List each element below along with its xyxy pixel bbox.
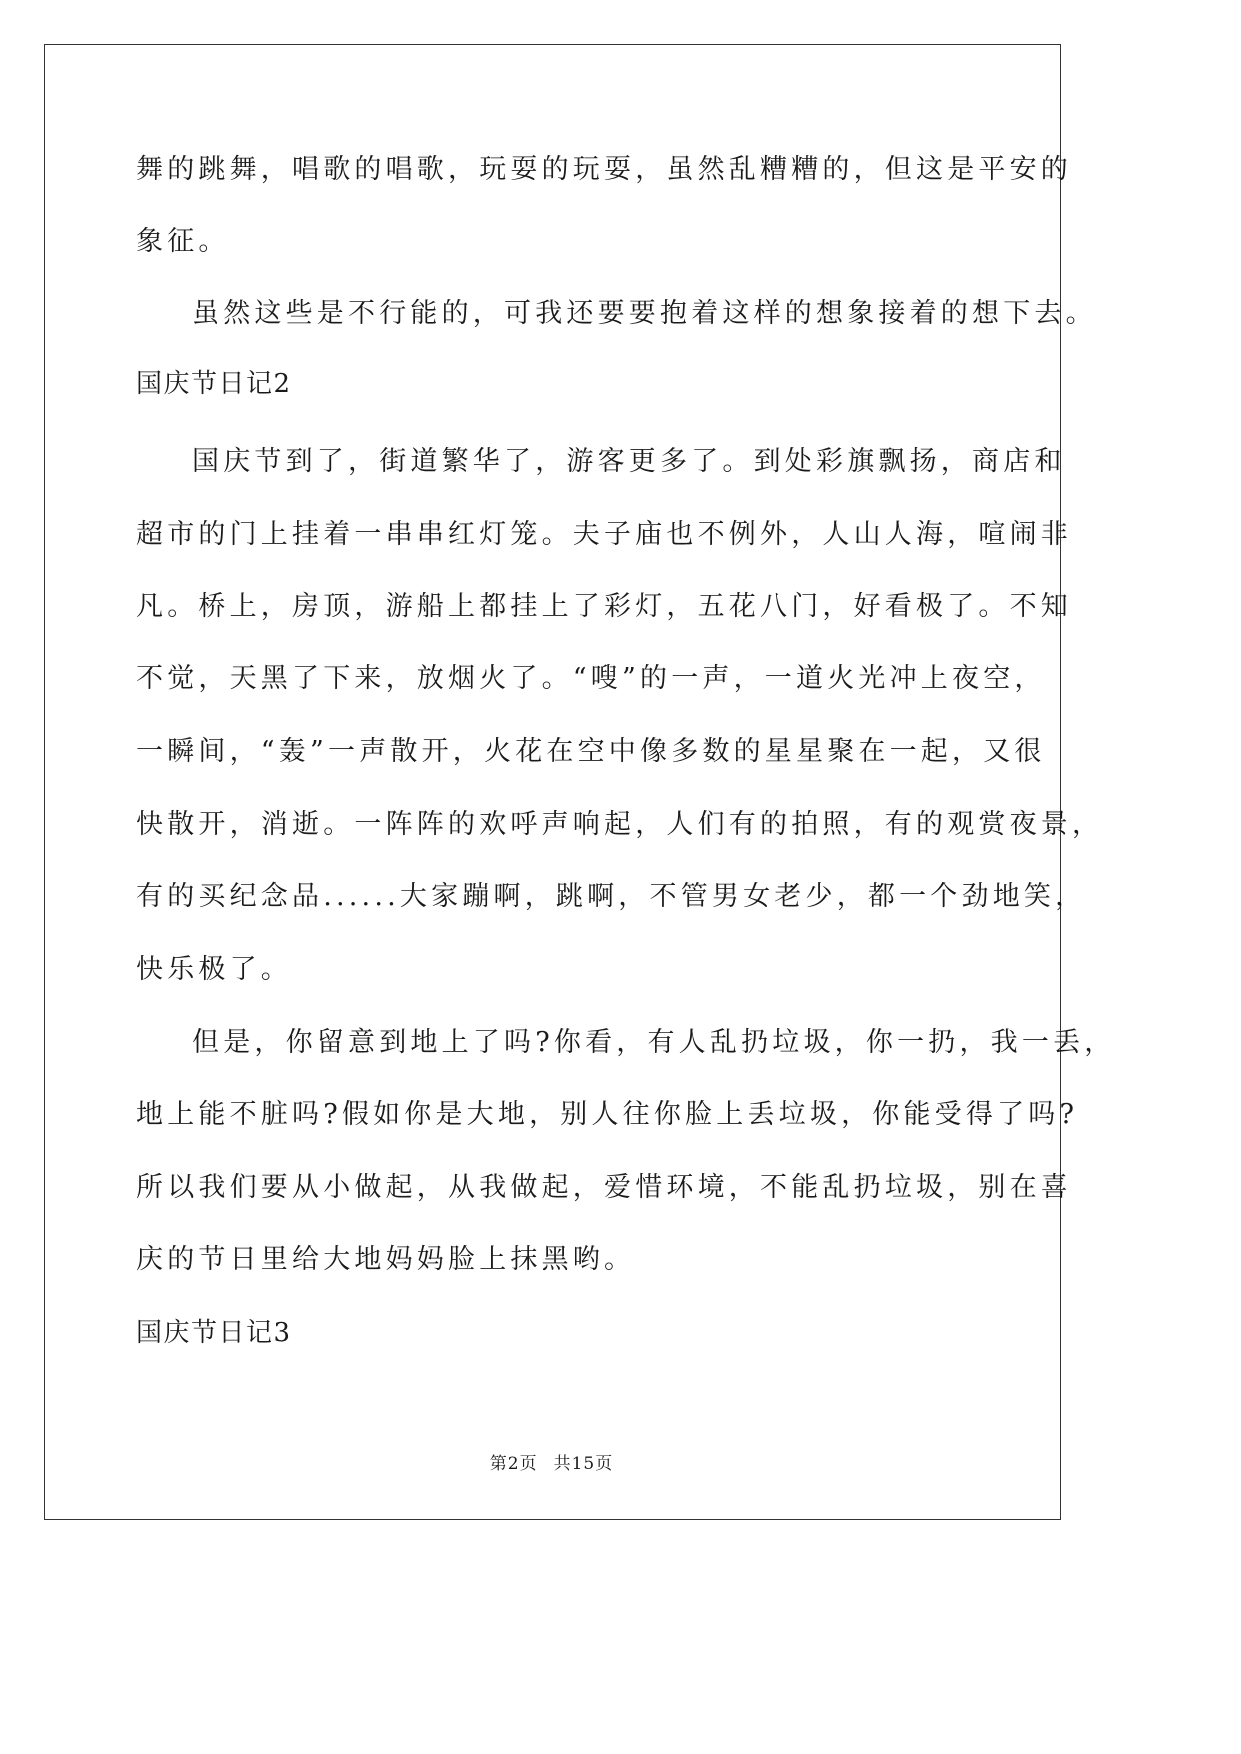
- text-line: 庆的节日里给大地妈妈脸上抹黑哟。: [136, 1244, 636, 1275]
- section-heading: 国庆节日记2: [136, 369, 292, 399]
- text-line: 有的买纪念品......大家蹦啊，跳啊，不管男女老少，都一个劲地笑，: [136, 881, 1087, 912]
- text-line: 凡。桥上，房顶，游船上都挂上了彩灯，五花八门，好看极了。不知: [136, 591, 1072, 622]
- paragraph-start: 国庆节到了，街道繁华了，游客更多了。到处彩旗飘扬，商店和: [192, 446, 1066, 477]
- text-line: 象征。: [136, 226, 230, 257]
- text-line: 地上能不脏吗?假如你是大地，别人往你脸上丢垃圾，你能受得了吗?: [136, 1099, 1079, 1130]
- text-line: 快散开，消逝。一阵阵的欢呼声响起，人们有的拍照，有的观赏夜景，: [136, 809, 1104, 840]
- text-line: 舞的跳舞，唱歌的唱歌，玩耍的玩耍，虽然乱糟糟的，但这是平安的: [136, 154, 1072, 185]
- text-line: 超市的门上挂着一串串红灯笼。夫子庙也不例外，人山人海，喧闹非: [136, 519, 1072, 550]
- page-number: 第2页: [489, 1454, 538, 1474]
- text-line: 所以我们要从小做起，从我做起，爱惜环境，不能乱扔垃圾，别在喜: [136, 1172, 1072, 1203]
- text-line: 一瞬间，“轰”一声散开，火花在空中像多数的星星聚在一起，又很: [136, 736, 1046, 767]
- section-heading: 国庆节日记3: [136, 1318, 292, 1348]
- text-line: 快乐极了。: [136, 954, 292, 985]
- paragraph-start: 但是，你留意到地上了吗?你看，有人乱扔垃圾，你一扔，我一丢，: [192, 1027, 1116, 1058]
- paragraph-start: 虽然这些是不行能的，可我还要要抱着这样的想象接着的想下去。: [192, 298, 1097, 329]
- page-total: 共15页: [553, 1454, 614, 1474]
- page-footer: [0, 1453, 1103, 1475]
- page-border: [44, 44, 1061, 1520]
- text-line: 不觉，天黑了下来，放烟火了。“嗖”的一声，一道火光冲上夜空，: [136, 663, 1046, 694]
